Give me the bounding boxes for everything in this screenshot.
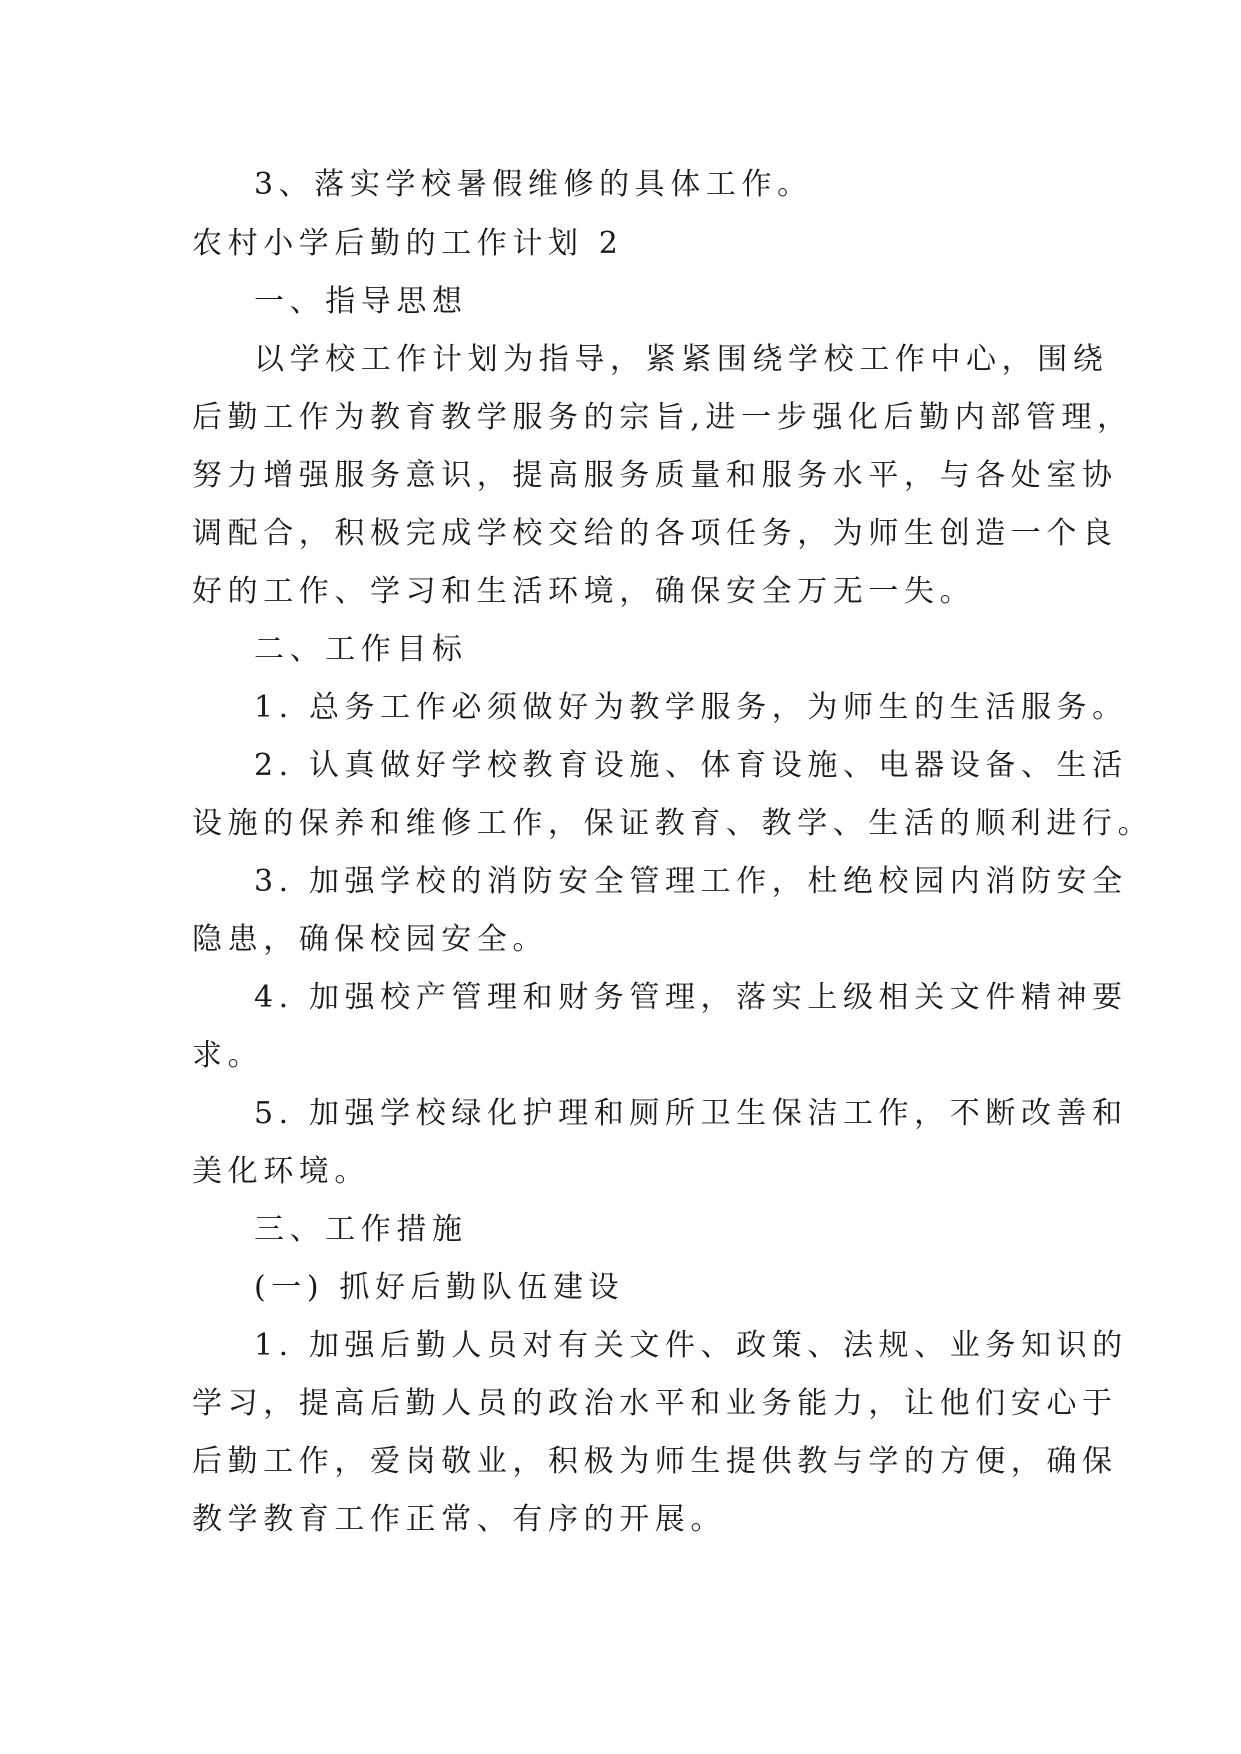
section-title: 农村小学后勤的工作计划 2: [192, 226, 624, 261]
text-line-18: 美化环境。: [192, 1154, 370, 1189]
text-line-17: 5. 加强学校绿化护理和厕所卫生保洁工作，不断改善和: [254, 1096, 1128, 1131]
text-line-11: 2. 认真做好学校教育设施、体育设施、电器设备、生活: [254, 748, 1128, 783]
heading-work-measures: 三、工作措施: [254, 1212, 468, 1247]
text-line-8: 好的工作、学习和生活环境，确保安全万无一失。: [192, 574, 976, 609]
text-line-23: 后勤工作，爱岗敬业，积极为师生提供教与学的方便，确保: [192, 1444, 1118, 1479]
text-line-13: 3. 加强学校的消防安全管理工作，杜绝校园内消防安全: [254, 864, 1128, 899]
text-line-21: 1. 加强后勤人员对有关文件、政策、法规、业务知识的: [254, 1328, 1128, 1363]
text-line-10: 1. 总务工作必须做好为教学服务，为师生的生活服务。: [254, 690, 1128, 725]
text-line-24: 教学教育工作正常、有序的开展。: [192, 1502, 726, 1537]
text-line-5: 后勤工作为教育教学服务的宗旨,进一步强化后勤内部管理，: [192, 400, 1133, 435]
text-line-6: 努力增强服务意识，提高服务质量和服务水平，与各处室协: [192, 458, 1118, 493]
text-line-15: 4. 加强校产管理和财务管理，落实上级相关文件精神要: [254, 980, 1128, 1015]
text-line-22: 学习，提高后勤人员的政治水平和业务能力，让他们安心于: [192, 1386, 1118, 1421]
text-line-12: 设施的保养和维修工作，保证教育、教学、生活的顺利进行。: [192, 806, 1154, 841]
text-line-4: 以学校工作计划为指导，紧紧围绕学校工作中心，围绕: [254, 342, 1109, 377]
heading-guiding-thought: 一、指导思想: [254, 284, 468, 319]
text-line-14: 隐患，确保校园安全。: [192, 922, 548, 957]
text-line-7: 调配合，积极完成学校交给的各项任务，为师生创造一个良: [192, 516, 1118, 551]
heading-work-goals: 二、工作目标: [254, 632, 468, 667]
text-line-1: 3、落实学校暑假维修的具体工作。: [254, 167, 813, 202]
text-line-16: 求。: [192, 1038, 264, 1073]
subheading-team-building: (一) 抓好后勤队伍建设: [254, 1270, 625, 1305]
